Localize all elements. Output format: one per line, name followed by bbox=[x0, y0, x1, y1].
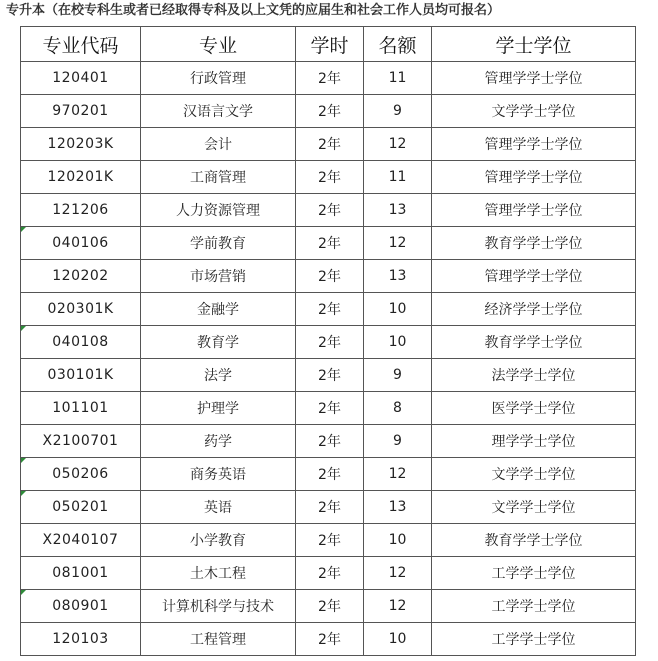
cell-code: 040108 bbox=[21, 326, 141, 359]
cell-code: 101101 bbox=[21, 392, 141, 425]
majors-table bbox=[20, 26, 636, 656]
header-quota: 名额 bbox=[364, 27, 432, 62]
cell-duration: 2年 bbox=[296, 623, 364, 656]
cell-major: 商务英语 bbox=[141, 458, 296, 491]
cell-degree: 医学学士学位 bbox=[432, 392, 636, 425]
cell-degree: 管理学学士学位 bbox=[432, 62, 636, 95]
cell-quota: 10 bbox=[364, 524, 432, 557]
cell-quota: 11 bbox=[364, 161, 432, 194]
cell-code: 120203K bbox=[21, 128, 141, 161]
cell-degree: 工学学士学位 bbox=[432, 557, 636, 590]
cell-quota: 10 bbox=[364, 623, 432, 656]
cell-code: 970201 bbox=[21, 95, 141, 128]
cell-duration: 2年 bbox=[296, 590, 364, 623]
cell-major: 汉语言文学 bbox=[141, 95, 296, 128]
table-row bbox=[21, 359, 636, 392]
cell-degree: 文学学士学位 bbox=[432, 95, 636, 128]
table-row bbox=[21, 260, 636, 293]
cell-duration: 2年 bbox=[296, 326, 364, 359]
cell-degree: 教育学学士学位 bbox=[432, 326, 636, 359]
table-row bbox=[21, 326, 636, 359]
cell-major: 人力资源管理 bbox=[141, 194, 296, 227]
cell-degree: 经济学学士学位 bbox=[432, 293, 636, 326]
cell-major: 护理学 bbox=[141, 392, 296, 425]
cell-major: 行政管理 bbox=[141, 62, 296, 95]
cell-code: 040106 bbox=[21, 227, 141, 260]
cell-major: 学前教育 bbox=[141, 227, 296, 260]
cell-duration: 2年 bbox=[296, 194, 364, 227]
cell-corner-mark bbox=[21, 491, 26, 496]
cell-degree: 管理学学士学位 bbox=[432, 194, 636, 227]
cell-duration: 2年 bbox=[296, 95, 364, 128]
cell-major: 会计 bbox=[141, 128, 296, 161]
cell-quota: 11 bbox=[364, 62, 432, 95]
cell-duration: 2年 bbox=[296, 557, 364, 590]
cell-duration: 2年 bbox=[296, 491, 364, 524]
header-duration: 学时 bbox=[296, 27, 364, 62]
cell-corner-mark bbox=[21, 326, 26, 331]
cell-degree: 管理学学士学位 bbox=[432, 161, 636, 194]
cell-duration: 2年 bbox=[296, 260, 364, 293]
cell-code: 120202 bbox=[21, 260, 141, 293]
table-row bbox=[21, 590, 636, 623]
table-body bbox=[21, 62, 636, 656]
cell-code: 120201K bbox=[21, 161, 141, 194]
cell-major: 工商管理 bbox=[141, 161, 296, 194]
cell-duration: 2年 bbox=[296, 128, 364, 161]
cell-degree: 工学学士学位 bbox=[432, 590, 636, 623]
table-row bbox=[21, 194, 636, 227]
cell-duration: 2年 bbox=[296, 62, 364, 95]
cell-degree: 文学学士学位 bbox=[432, 458, 636, 491]
cell-duration: 2年 bbox=[296, 293, 364, 326]
cell-degree: 法学学士学位 bbox=[432, 359, 636, 392]
cell-duration: 2年 bbox=[296, 425, 364, 458]
cell-quota: 12 bbox=[364, 557, 432, 590]
cell-code: 081001 bbox=[21, 557, 141, 590]
cell-degree: 理学学士学位 bbox=[432, 425, 636, 458]
table-row bbox=[21, 557, 636, 590]
cell-code: 080901 bbox=[21, 590, 141, 623]
table-row bbox=[21, 623, 636, 656]
cell-corner-mark bbox=[21, 458, 26, 463]
cell-code: 020301K bbox=[21, 293, 141, 326]
cell-quota: 12 bbox=[364, 128, 432, 161]
cell-major: 药学 bbox=[141, 425, 296, 458]
cell-code: 120103 bbox=[21, 623, 141, 656]
cell-code: 120401 bbox=[21, 62, 141, 95]
cell-code: 030101K bbox=[21, 359, 141, 392]
cell-quota: 13 bbox=[364, 194, 432, 227]
table-row bbox=[21, 227, 636, 260]
table-row bbox=[21, 458, 636, 491]
header-degree: 学士学位 bbox=[432, 27, 636, 62]
table-row bbox=[21, 293, 636, 326]
cell-duration: 2年 bbox=[296, 359, 364, 392]
table-row bbox=[21, 128, 636, 161]
cell-code: 050201 bbox=[21, 491, 141, 524]
cell-quota: 10 bbox=[364, 326, 432, 359]
table-row bbox=[21, 95, 636, 128]
cell-degree: 工学学士学位 bbox=[432, 623, 636, 656]
cell-quota: 12 bbox=[364, 458, 432, 491]
table-row bbox=[21, 62, 636, 95]
table-row bbox=[21, 524, 636, 557]
cell-code: 121206 bbox=[21, 194, 141, 227]
cell-duration: 2年 bbox=[296, 392, 364, 425]
cell-code: 050206 bbox=[21, 458, 141, 491]
cell-quota: 9 bbox=[364, 95, 432, 128]
table-header-row bbox=[21, 27, 636, 62]
cell-major: 市场营销 bbox=[141, 260, 296, 293]
cell-major: 法学 bbox=[141, 359, 296, 392]
cell-corner-mark bbox=[21, 590, 26, 595]
table-row bbox=[21, 161, 636, 194]
cell-duration: 2年 bbox=[296, 524, 364, 557]
cell-degree: 文学学士学位 bbox=[432, 491, 636, 524]
cell-major: 教育学 bbox=[141, 326, 296, 359]
cell-degree: 管理学学士学位 bbox=[432, 128, 636, 161]
cell-major: 金融学 bbox=[141, 293, 296, 326]
cell-corner-mark bbox=[21, 227, 26, 232]
table-row bbox=[21, 425, 636, 458]
cell-duration: 2年 bbox=[296, 161, 364, 194]
cell-code: X2040107 bbox=[21, 524, 141, 557]
cell-duration: 2年 bbox=[296, 227, 364, 260]
cell-code: X2100701 bbox=[21, 425, 141, 458]
cell-major: 工程管理 bbox=[141, 623, 296, 656]
cell-quota: 13 bbox=[364, 491, 432, 524]
cell-major: 英语 bbox=[141, 491, 296, 524]
cell-quota: 13 bbox=[364, 260, 432, 293]
table-row bbox=[21, 491, 636, 524]
cell-quota: 9 bbox=[364, 359, 432, 392]
cell-degree: 教育学学士学位 bbox=[432, 227, 636, 260]
cell-quota: 8 bbox=[364, 392, 432, 425]
cell-major: 土木工程 bbox=[141, 557, 296, 590]
header-major: 专业 bbox=[141, 27, 296, 62]
cell-degree: 管理学学士学位 bbox=[432, 260, 636, 293]
table-row bbox=[21, 392, 636, 425]
cell-quota: 12 bbox=[364, 590, 432, 623]
cell-degree: 教育学学士学位 bbox=[432, 524, 636, 557]
cell-major: 小学教育 bbox=[141, 524, 296, 557]
cell-quota: 10 bbox=[364, 293, 432, 326]
cell-quota: 9 bbox=[364, 425, 432, 458]
cell-quota: 12 bbox=[364, 227, 432, 260]
cell-duration: 2年 bbox=[296, 458, 364, 491]
table-caption: 专升本（在校专科生或者已经取得专科及以上文凭的应届生和社会工作人员均可报名） bbox=[6, 3, 501, 18]
cell-major: 计算机科学与技术 bbox=[141, 590, 296, 623]
header-code: 专业代码 bbox=[21, 27, 141, 62]
